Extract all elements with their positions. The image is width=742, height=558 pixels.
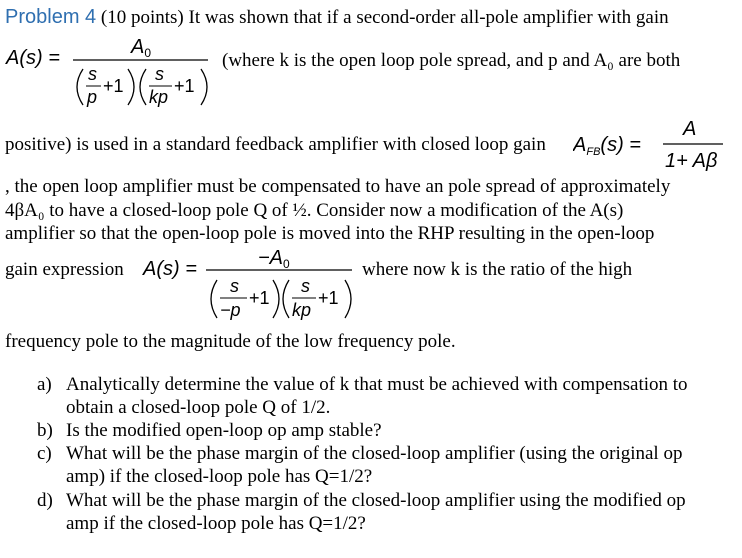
eq1-f1-plus: +1 — [103, 76, 124, 96]
line-pole-spread: , the open loop amplifier must be compensated to have an pole spread of approximately — [5, 176, 671, 197]
line-rhp-pole: amplifier so that the open-loop pole is moved into the RHP resulting in the open-loop — [5, 223, 655, 244]
eq2-f2-top: s — [301, 276, 310, 296]
afb-lhs: $A_{FB}(s)$ = — [573, 134, 641, 158]
eq2-numerator: $-A_0$ — [258, 247, 290, 271]
eq1-paren — [128, 69, 134, 105]
question-text: Analytically determine the value of k that must be achieved with compensation to — [66, 374, 688, 395]
question-text: obtain a closed-loop pole Q of 1/2. — [66, 397, 331, 418]
line-low-freq-pole: frequency pole to the magnitude of the low frequency pole. — [5, 331, 456, 352]
eq2-paren — [273, 280, 279, 318]
problem-intro: It was shown that if a second-order all-pole amplifier with gain — [188, 7, 669, 28]
problem-points: (10 points) — [100, 7, 184, 28]
eq2-paren — [211, 280, 217, 318]
eq1-f2-top: s — [155, 64, 164, 84]
eq1-lhs: A(s) = — [6, 47, 60, 69]
closed-loop-gain-equation — [573, 113, 733, 175]
modified-gain-equation — [140, 241, 360, 327]
eq2-paren — [283, 280, 289, 318]
eq1-f1-bot: p — [87, 87, 98, 107]
afb-denominator: 1+ Aβ — [665, 150, 718, 172]
line-closed-loop-q: 4βA₀ to have a closed-loop pole Q of ½. Consider now a modification of the A(s) — [5, 200, 624, 221]
eq1-paren — [77, 69, 83, 105]
eq2-f2-bot: kp — [292, 300, 312, 320]
eq1-paren — [140, 69, 146, 105]
eq2-lhs: A(s) = — [143, 258, 197, 280]
line-high-freq-ratio: where now k is the ratio of the high — [362, 259, 633, 280]
eq2-f1-plus: +1 — [249, 288, 270, 308]
eq2-f1-top: s — [230, 276, 239, 296]
eq2-paren — [345, 280, 351, 318]
eq1-f2-plus: +1 — [174, 76, 195, 96]
afb-numerator: A — [683, 118, 697, 140]
eq1-note: (where k is the open loop pole spread, and p and A₀ are both — [222, 50, 681, 71]
question-label: a) — [37, 374, 52, 395]
question-text: amp if the closed-loop pole has Q=1/2? — [66, 513, 366, 534]
line-gain-expression-label: gain expression — [5, 259, 124, 280]
question-text: Is the modified open-loop op amp stable? — [66, 420, 382, 441]
line-closed-loop-gain: positive) is used in a standard feedback amplifier with closed loop gain — [5, 134, 546, 155]
eq1-f1-top: s — [88, 64, 97, 84]
question-label: d) — [37, 490, 53, 511]
open-loop-gain-equation — [3, 32, 218, 112]
question-text: amp) if the closed-loop pole has Q=1/2? — [66, 466, 373, 487]
question-text: What will be the phase margin of the closed-loop amplifier using the modified op — [66, 490, 686, 511]
problem-title: Problem 4 — [5, 6, 97, 28]
question-text: What will be the phase margin of the closed-loop amplifier (using the original op — [66, 443, 683, 464]
eq2-f1-bot: −p — [220, 300, 241, 320]
eq2-f2-plus: +1 — [318, 288, 339, 308]
eq1-f2-bot: kp — [149, 87, 169, 107]
problem-header — [5, 6, 669, 29]
question-label: b) — [37, 420, 53, 441]
question-label: c) — [37, 443, 52, 464]
eq1-paren — [201, 69, 207, 105]
eq1-numerator: $A_0$ — [131, 36, 152, 60]
